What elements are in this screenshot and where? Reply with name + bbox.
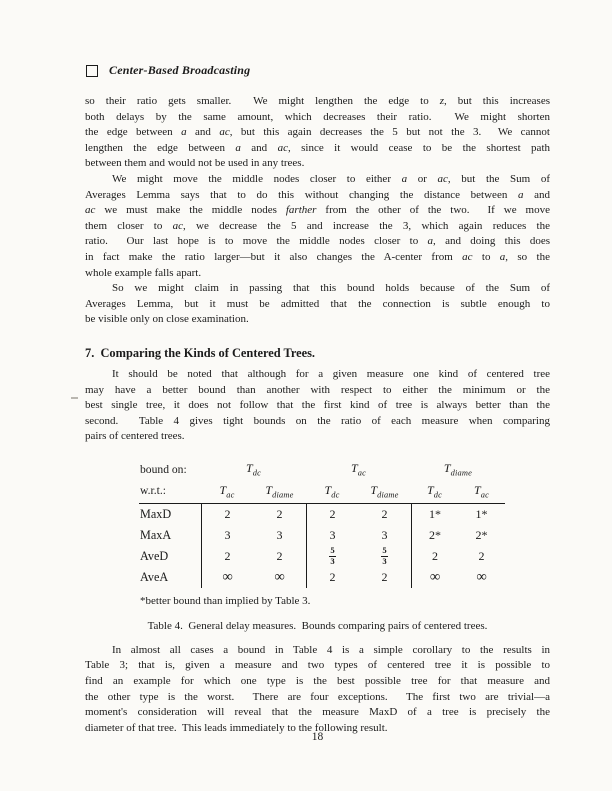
math-symbol: $T_{ac}$ <box>219 482 235 500</box>
text-line <box>85 234 550 250</box>
open-square-icon <box>86 65 98 77</box>
text-line <box>85 281 550 297</box>
text-line <box>85 250 550 266</box>
table-cell <box>253 567 306 588</box>
table-row <box>139 567 505 588</box>
table-column-header <box>411 483 458 499</box>
text: moment's consideration will reveal that the measure MaxD of a tree is precisely the <box>85 706 550 719</box>
table-cell <box>358 546 411 567</box>
text: Averages Lemma, but it must be admitted that the connection is subtle enough to <box>85 297 550 310</box>
table-cell <box>358 504 411 525</box>
cell-value: 2* <box>475 527 488 542</box>
bounds-table <box>139 458 505 588</box>
text-line <box>85 674 550 690</box>
cell-value: 2 <box>432 548 438 563</box>
text: in fact make the ratio larger—but it also changes the A-center from <box>85 250 463 263</box>
cell-value: 2 <box>276 548 283 563</box>
text: diameter of that tree. This leads immediately to the following result. <box>85 721 388 734</box>
text: to <box>472 250 500 263</box>
cell-value: 2 <box>276 506 283 521</box>
text: the other type is the worst. There are four exceptions. The first two are trivial—a <box>85 690 550 703</box>
math-symbol: $T_{ac}$ <box>474 482 489 500</box>
paragraph <box>85 172 550 281</box>
italic-text: ac <box>437 172 448 185</box>
italic-text: a <box>235 141 241 154</box>
text: and <box>240 141 278 154</box>
cell-value: ∞ <box>429 569 441 586</box>
italic-text: ac <box>277 141 288 154</box>
italic-text: a <box>181 126 187 139</box>
text: and <box>186 126 220 139</box>
text: may have a better bound than another with respect to either the minimum or the <box>85 383 550 396</box>
table-cell <box>306 525 358 546</box>
text: We might move the middle nodes closer to either <box>112 172 402 185</box>
table-cell <box>253 504 306 525</box>
italic-text: ac <box>85 204 96 217</box>
text-line <box>85 658 550 674</box>
text: ratio. Our last hope is to move the middle nodes closer to <box>85 235 428 248</box>
table-cell <box>253 525 306 546</box>
text: It should be noted that although for a given measure one kind of centered tree <box>112 367 550 380</box>
table-group-header <box>306 461 411 477</box>
table-column-header <box>253 483 306 499</box>
table-row <box>139 525 505 546</box>
text: pairs of centered trees. <box>85 430 185 443</box>
italic-text: ac <box>172 219 184 232</box>
table-cell <box>306 504 358 525</box>
math-symbol: $T_{diame}$ <box>443 461 473 478</box>
italic-text: ac <box>219 126 230 139</box>
table-group-header <box>201 461 306 477</box>
text: , and doing this does <box>433 235 550 248</box>
text: best single tree, it does not follow that the first kind of tree is always better than the <box>85 399 550 412</box>
math-symbol: $T_{dc}$ <box>324 482 340 500</box>
text: both delays by the same amount, which decreases their ratio. We might shorten <box>85 110 550 123</box>
text: , so the <box>505 250 550 263</box>
fraction: $\frac{5}{3}$ <box>330 545 335 567</box>
text: second. Table 4 gives tight bounds on the ratio of each measure when comparing <box>85 414 550 427</box>
table-row-label: AveD <box>140 548 169 563</box>
text: the edge between <box>85 126 182 139</box>
math-symbol: $T_{dc}$ <box>246 461 261 478</box>
table-cell <box>358 525 411 546</box>
text: from the other of the two. If we move <box>316 204 550 217</box>
text: and <box>523 188 550 201</box>
text: whole example falls apart. <box>85 266 202 279</box>
cell-value: 3 <box>381 527 388 542</box>
cell-value: 2 <box>329 569 336 584</box>
running-header <box>86 63 250 78</box>
table-cell <box>411 546 458 567</box>
text-line <box>85 141 550 157</box>
math-symbol: $T_{diame}$ <box>370 482 399 500</box>
fraction: $\frac{5}{3}$ <box>382 545 387 567</box>
table-cell <box>458 525 505 546</box>
table-group-header-row <box>139 458 505 481</box>
italic-text: a <box>427 235 434 248</box>
table-cell <box>458 504 505 525</box>
text: so their ratio gets smaller. We might lengthen the edge to <box>85 95 440 107</box>
table-cell <box>411 567 458 588</box>
table-group-header <box>411 461 505 477</box>
text: Table 3; that is, given a measure and two types of centered tree it is possible to <box>85 659 550 672</box>
text: be visible only on close examination. <box>85 313 249 326</box>
running-header-title: Center-Based Broadcasting <box>109 63 251 77</box>
cell-value: 1* <box>429 506 441 521</box>
text-line <box>85 297 550 313</box>
text: we must make the middle nodes <box>95 204 286 217</box>
table-row-label: AveA <box>140 569 169 584</box>
text: Averages Lemma says that to do this without changing the distance between <box>85 188 518 201</box>
text: , we decrease the 5 and increase the 3, which again reduces the <box>183 219 550 232</box>
paragraph <box>85 367 550 445</box>
text-line <box>85 110 550 126</box>
math-symbol: $T_{dc}$ <box>427 482 442 500</box>
cell-value: 3 <box>224 527 231 542</box>
table-cell <box>411 504 458 525</box>
table-cell <box>458 567 505 588</box>
cell-value: 2* <box>429 527 441 542</box>
text-line <box>85 188 550 204</box>
table-cell <box>253 546 306 567</box>
italic-text: a <box>517 188 524 201</box>
paragraph <box>85 94 550 172</box>
table-cell <box>358 567 411 588</box>
table-wrt-label: w.r.t.: <box>140 484 166 498</box>
table-body <box>139 503 505 588</box>
text: them closer to <box>85 219 173 232</box>
text: , but the Sum of <box>447 172 550 185</box>
table-row-label: MaxA <box>140 527 172 542</box>
text: In almost all cases a bound in Table 4 is a simple corollary to the results in <box>112 643 550 656</box>
text-line <box>85 414 550 430</box>
text: , but this increases <box>444 95 550 107</box>
table-column-header <box>458 483 505 499</box>
text-line <box>85 367 550 383</box>
cell-value: 2 <box>329 506 336 521</box>
table-column-header <box>201 483 253 499</box>
table-footnote: *better bound than implied by Table 3. <box>140 594 311 607</box>
table-cell <box>411 525 458 546</box>
page-number: 18 <box>311 731 324 743</box>
table-column-header <box>306 483 358 499</box>
text-line <box>85 203 550 219</box>
cell-value: 1* <box>475 506 488 521</box>
table-bound-on-label: bound on: <box>140 462 187 476</box>
table-cell <box>201 504 253 525</box>
table-column-header-row <box>139 481 505 503</box>
cell-value: 3 <box>276 527 283 542</box>
cell-value: 2 <box>381 569 388 584</box>
italic-text: a <box>401 172 408 185</box>
text-line <box>85 94 550 110</box>
italic-text: z <box>439 95 445 107</box>
italic-text: farther <box>285 204 317 217</box>
italic-text: ac <box>462 250 473 263</box>
cell-value: 2 <box>381 506 388 521</box>
table-caption: Table 4. General delay measures. Bounds comparing pairs of centered trees. <box>147 619 488 632</box>
text-line <box>85 705 550 721</box>
text: lengthen the edge between <box>85 141 236 154</box>
text-line <box>85 219 550 235</box>
section-heading: 7. Comparing the Kinds of Centered Trees. <box>85 345 316 360</box>
paragraph <box>85 643 550 737</box>
text-line <box>85 643 550 659</box>
table-row <box>139 504 505 525</box>
table-cell <box>458 546 505 567</box>
text: , but this again decreases the 5 but not the 3. We cannot <box>229 126 550 139</box>
text-line <box>85 312 550 328</box>
text-line <box>85 156 550 172</box>
italic-text: a <box>499 250 506 263</box>
text-line <box>85 398 550 414</box>
text: find an example for which one type is the best possible tree for that measure and <box>85 675 550 688</box>
scan-artifact <box>71 397 78 399</box>
table-cell <box>306 546 358 567</box>
cell-value: ∞ <box>222 569 233 586</box>
text-block <box>85 94 550 736</box>
table-row <box>139 546 505 567</box>
cell-value: 2 <box>224 548 231 563</box>
table-row-label: MaxD <box>140 506 172 521</box>
paragraph <box>85 281 550 328</box>
text-line <box>85 690 550 706</box>
text-line <box>85 125 550 141</box>
text: So we might claim in passing that this bound holds because of the Sum of <box>112 282 550 295</box>
text-line <box>85 383 550 399</box>
table-cell <box>201 567 253 588</box>
cell-value: 3 <box>329 527 336 542</box>
cell-value: 2 <box>478 548 485 563</box>
text: between them and would not be used in any trees. <box>85 157 305 170</box>
cell-value: ∞ <box>476 569 487 586</box>
cell-value: ∞ <box>274 569 285 586</box>
table-cell <box>201 546 253 567</box>
text-line <box>85 429 550 445</box>
cell-value: 2 <box>224 506 231 521</box>
math-symbol: $T_{ac}$ <box>351 461 366 478</box>
table-cell <box>201 525 253 546</box>
math-symbol: $T_{diame}$ <box>265 482 294 500</box>
table-cell <box>306 567 358 588</box>
text: or <box>407 172 438 185</box>
text-line <box>85 172 550 188</box>
text-line <box>85 266 550 282</box>
table-column-header <box>358 483 411 499</box>
text: , since it would cease to be the shortest path <box>287 141 550 154</box>
